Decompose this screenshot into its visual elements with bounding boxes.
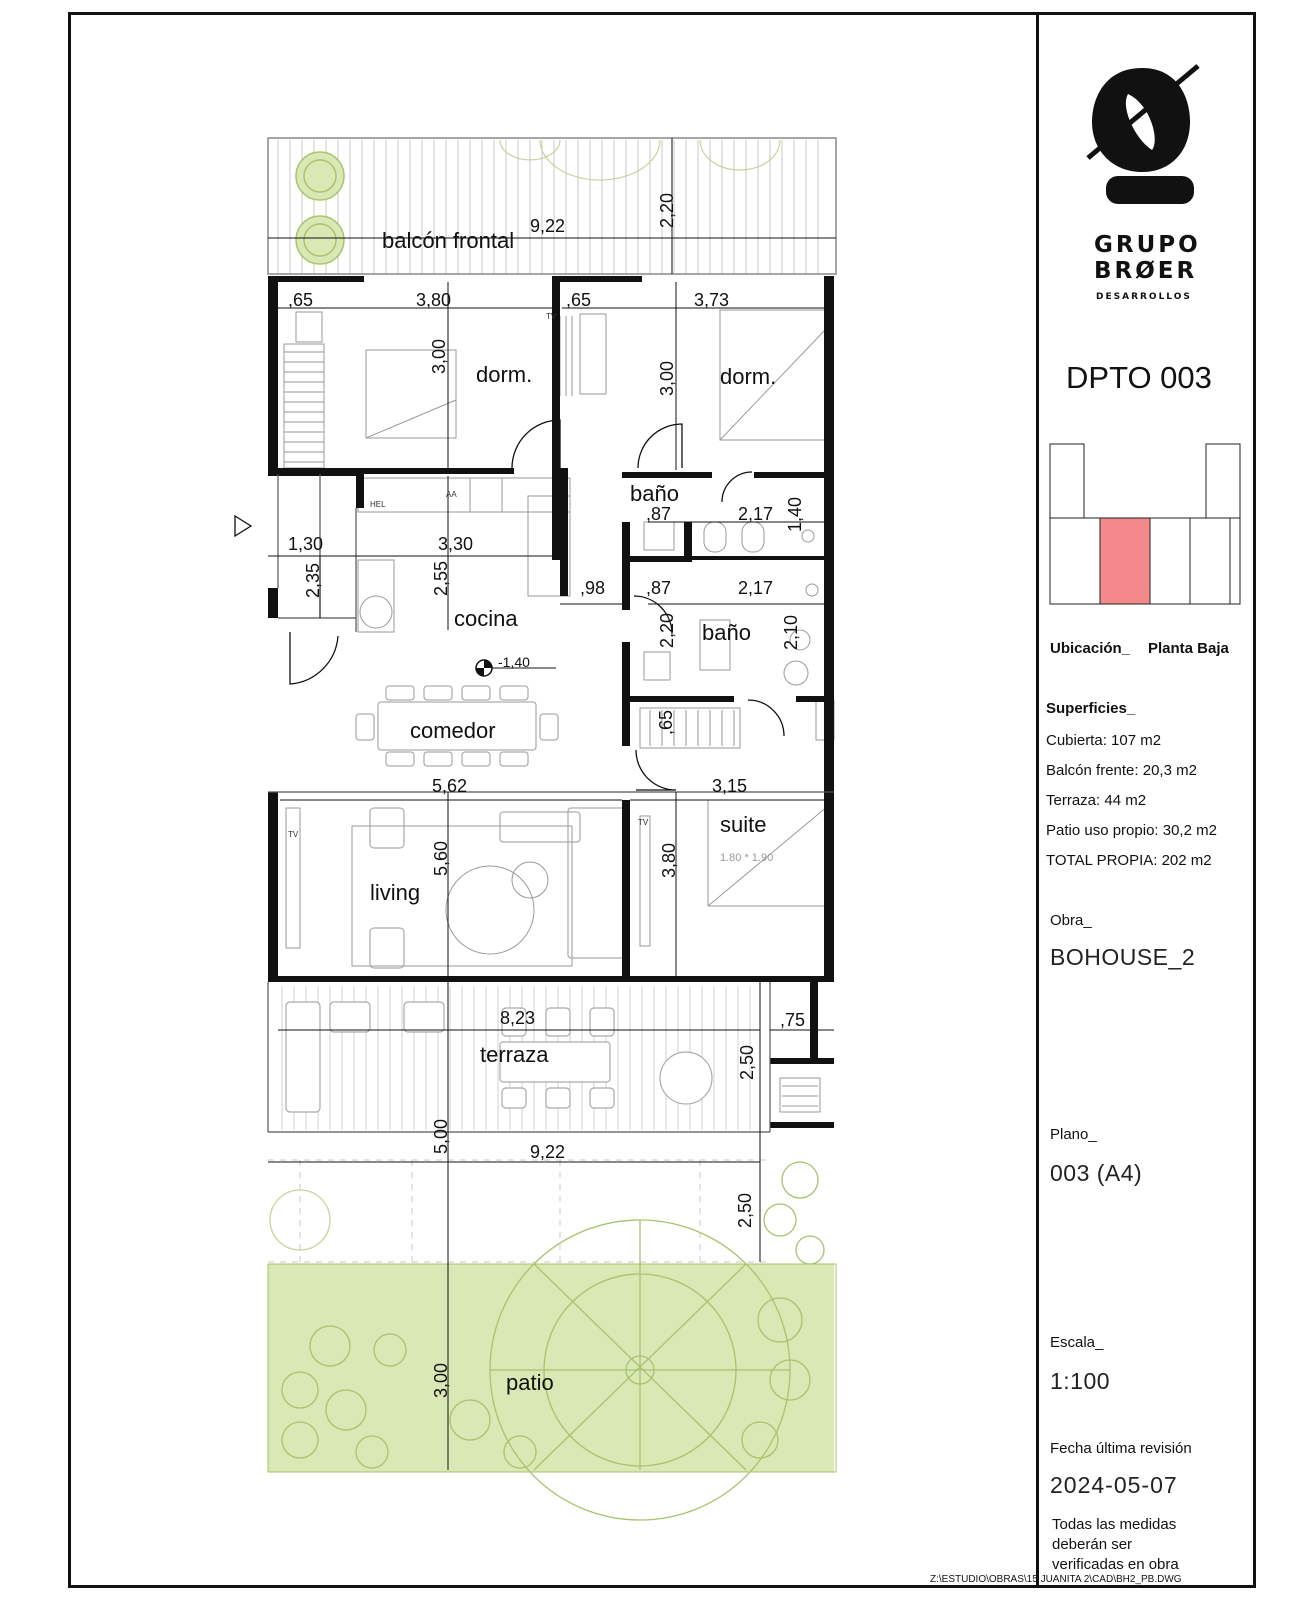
note-line-3: verificadas en obra	[1052, 1556, 1179, 1573]
location-value: Planta Baja	[1148, 640, 1229, 657]
escala-value: 1:100	[1050, 1368, 1111, 1394]
label-hel: HEL	[370, 500, 386, 509]
surface-terraza: Terraza: 44 m2	[1046, 792, 1147, 809]
dim-bano1-depth: ,87	[646, 504, 672, 524]
brand-name-line2: BRØER	[1094, 258, 1198, 284]
location-label: Ubicación_	[1050, 640, 1131, 657]
brand-subtitle: DESARROLLOS	[1096, 292, 1192, 302]
brand-logo-icon	[1088, 66, 1198, 204]
note-line-1: Todas las medidas	[1052, 1516, 1177, 1533]
room-label-cocina: cocina	[454, 606, 518, 631]
dim-dorm1-height: 3,00	[429, 338, 450, 375]
dim-terrace-side: ,75	[780, 1010, 806, 1030]
room-label-bano-2: baño	[702, 620, 751, 645]
patio-garden-fill	[268, 1264, 834, 1472]
room-label-suite: suite	[720, 812, 767, 837]
plano-value: 003 (A4)	[1050, 1160, 1143, 1186]
room-label-patio: patio	[506, 1370, 554, 1395]
fecha-value: 2024-05-07	[1050, 1472, 1178, 1498]
surface-patio: Patio uso propio: 30,2 m2	[1046, 822, 1217, 839]
label-bed-size: 1.80 * 1.90	[720, 852, 774, 864]
plano-label: Plano_	[1050, 1126, 1097, 1143]
dim-balcon-height: 2,20	[657, 192, 678, 229]
obra-label: Obra_	[1050, 912, 1092, 929]
dim-hall-width: ,98	[580, 578, 606, 598]
room-label-living: living	[370, 880, 421, 905]
patio-paving	[268, 1160, 770, 1262]
dim-level: -1,40	[498, 654, 530, 670]
obra-value: BOHOUSE_2	[1050, 944, 1196, 970]
label-tv-living: TV	[288, 830, 299, 839]
dim-dorm2-height: 3,00	[657, 360, 678, 397]
dim-suite-height: 3,80	[659, 842, 680, 879]
dim-kitchen-height: 2,55	[431, 560, 452, 597]
dim-dorm1-width: 3,80	[416, 290, 452, 310]
dim-balcon-width: 9,22	[530, 216, 566, 236]
dim-total-depth: 5,00	[431, 1118, 452, 1155]
fecha-label: Fecha última revisión	[1050, 1440, 1192, 1457]
dim-dorm2-wardrobe: ,65	[566, 290, 592, 310]
dim-suite-width: 3,15	[712, 776, 748, 796]
dim-bano2-height: 2,10	[781, 614, 802, 651]
surface-total: TOTAL PROPIA: 202 m2	[1046, 852, 1212, 869]
dim-stair-width: ,65	[656, 709, 677, 736]
location-key-plan	[1050, 444, 1240, 604]
balcony-outline	[268, 138, 836, 274]
dim-patio-depth-1: 2,50	[735, 1192, 756, 1229]
label-aa: AA	[446, 490, 457, 499]
entry-arrow-icon	[235, 516, 251, 536]
room-label-balcon-frontal: balcón frontal	[382, 228, 515, 253]
surface-balcon: Balcón frente: 20,3 m2	[1046, 762, 1197, 779]
label-tv-suite: TV	[638, 818, 649, 827]
dim-living-width: 5,62	[432, 776, 468, 796]
file-path: Z:\ESTUDIO\OBRAS\15 JUANITA 2\CAD\BH2_PB.DWG	[930, 1574, 1182, 1585]
escala-label: Escala_	[1050, 1334, 1104, 1351]
walls	[268, 276, 834, 1128]
unit-title: DPTO 003	[1066, 360, 1212, 395]
dim-dorm1-wardrobe: ,65	[288, 290, 314, 310]
brand-name-line1: GRUPO	[1094, 232, 1201, 258]
label-tv-dorm: TV	[546, 312, 557, 321]
room-label-dorm-1: dorm.	[476, 362, 533, 387]
dim-entry-height: 2,35	[303, 562, 324, 599]
dim-terrace-width: 8,23	[500, 1008, 536, 1028]
dim-kitchen-width: 3,30	[438, 534, 474, 554]
note-line-2: deberán ser	[1052, 1536, 1133, 1553]
side-garden-strip	[770, 1128, 834, 1264]
surface-cubierta: Cubierta: 107 m2	[1046, 732, 1162, 749]
room-label-comedor: comedor	[410, 718, 496, 743]
dim-hall-height: 2,20	[657, 612, 678, 649]
dim-bano1-width: 2,17	[738, 504, 774, 524]
dim-entry-width: 1,30	[288, 534, 324, 554]
surfaces-label: Superficies_	[1046, 700, 1136, 717]
dim-terrace-height: 2,50	[737, 1044, 758, 1081]
dim-dorm2-width: 3,73	[694, 290, 730, 310]
dim-bano2-width: 2,17	[738, 578, 774, 598]
dim-living-height: 5,60	[431, 840, 452, 877]
room-label-terraza: terraza	[480, 1042, 549, 1067]
balcony-planters	[296, 152, 344, 264]
dim-patio-depth-2: 3,00	[431, 1362, 452, 1399]
dim-patio-width: 9,22	[530, 1142, 566, 1162]
dim-bano1-height: 1,40	[785, 496, 806, 533]
room-label-bano-1: baño	[630, 481, 679, 506]
dim-bano2-depth: ,87	[646, 578, 672, 598]
room-label-dorm-2: dorm.	[720, 364, 777, 389]
